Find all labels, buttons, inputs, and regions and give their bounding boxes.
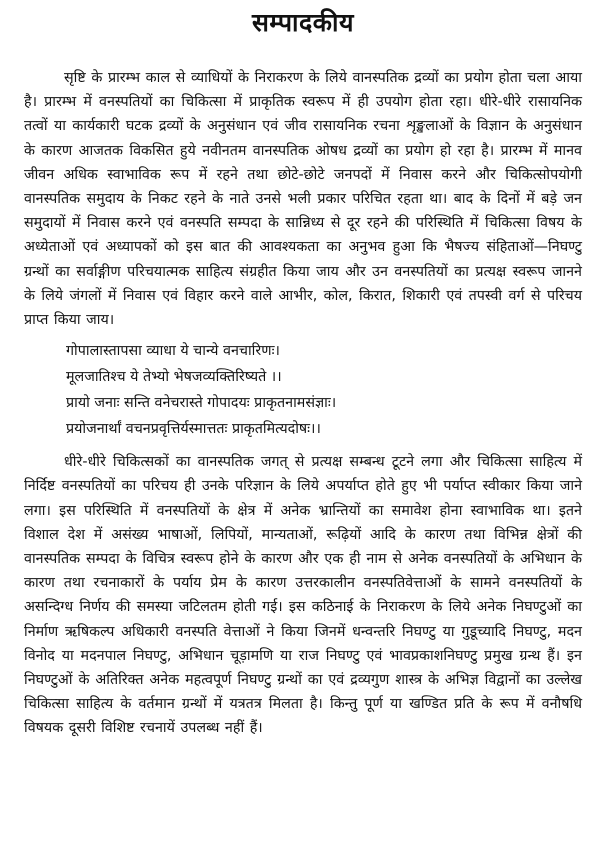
verse-line-2: मूलजातिश्च ये तेभ्यो भेषजव्यक्तिरिष्यते ।। bbox=[66, 369, 282, 386]
page-title: सम्पादकीय bbox=[251, 8, 354, 37]
paragraph-1: सृष्टि के प्रारम्भ काल से व्याधियों के निराकरण के लिये वानस्पतिक द्रव्यों का प्रयोग होता चला आया है। प्रारम्भ में वनस्पतियों का चिकित्सा में प्राकृतिक स्वरूप में ही उपयोग होता रहा। धीरे-धीरे रासायनिक तत्वों या कार्यकारी घटक द्रव्यों के अनुसंधान एवं जीव रासायनिक रचना शृङ्खलाओं के विज्ञान के अनुसंधान के कारण आजतक विकसित हुये नवीनतम वानस्पतिक ओषध द्रव्यों का प्रयोग हो रहा है। प्रारम्भ में मानव जीवन अधिक स्वाभाविक रूप में रहने तथा छोटे-छोटे जनपदों में निवास करने और चिकित्सोपयोगी वानस्पतिक समुदाय के निकट रहने के नाते उनसे भली प्रकार परिचित रहता था। बाद के दिनों में बड़े जन समुदायों में निवास करने एवं वनस्पति सम्पदा के सान्निध्य से दूर रहने की परिस्थिति में चिकित्सा विषय के अध्येताओं एवं अध्यापकों को इस बात की आवश्यकता का अनुभव हुआ कि भैषज्य संहिताओं—निघण्टु ग्रन्थों का सर्वाङ्गीण परिचयात्मक साहित्य संग्रहीत किया जाय और उन वनस्पतियों का प्रत्यक्ष स्वरूप जानने के लिये जंगलों में निवास एवं विहार करने वाले आभीर, कोल, किरात, शिकारी एवं तपस्वी वर्ग से परिचय प्राप्त किया जाय। bbox=[24, 70, 582, 329]
paragraph-2: धीरे-धीरे चिकित्सकों का वानस्पतिक जगत् से प्रत्यक्ष सम्बन्ध टूटने लगा और चिकित्सा साहित्य में निर्दिष्ट वनस्पतियों का परिचय ही उनके परिज्ञान के लिये अपर्याप्त होते हुए भी पर्याप्त स्वीकार किया जाने लगा। इस परिस्थिति में वनस्पतियों के क्षेत्र में अनेक भ्रान्तियों का समावेश होना स्वाभाविक था। इतने विशाल देश में असंख्य भाषाओं, लिपियों, मान्यताओं, रूढ़ियों आदि के कारण तथा विभिन्न क्षेत्रों की वानस्पतिक सम्पदा के विचित्र स्वरूप होने के कारण और एक ही नाम से अनेक वनस्पतियों के अभिधान के कारण तथा रचनाकारों के पर्याय प्रेम के कारण उत्तरकालीन वनस्पतिवेत्ताओं के सामने वनस्पतियों के असन्दिग्ध निर्णय की समस्या जटिलतम होती गई। इस कठिनाई के निराकरण के लिये अनेक निघण्टुओं का निर्माण ऋषिकल्प अधिकारी वनस्पति वेत्ताओं ने किया जिनमें धन्वन्तरि निघण्टु या गुडूच्यादि निघण्टु, मदन विनोद या मदनपाल निघण्टु, अभिधान चूड़ामणि या राज निघण्टु एवं भावप्रकाशनिघण्टु प्रमुख ग्रन्थ हैं। इन निघण्टुओं के अतिरिक्त अनेक महत्वपूर्ण निघण्टु ग्रन्थों का एवं द्रव्यगुण शास्त्र के अभिज्ञ विद्वानों का उल्लेख चिकित्सा साहित्य के वर्तमान ग्रन्थों में यत्रतत्र मिलता है। किन्तु पूर्ण या खण्डित प्रति के रूप में वनौषधि विषयक दूसरी विशिष्ट रचनायें उपलब्ध नहीं हैं। bbox=[24, 454, 582, 737]
verse-line-1: गोपालास्तापसा व्याधा ये चान्ये वनचारिणः। bbox=[66, 343, 280, 360]
verse-line-3: प्रायो जनाः सन्ति वनेचरास्ते गोपादयः प्राकृतनामसंज्ञाः। bbox=[66, 395, 337, 412]
verse-line-4: प्रयोजनार्थां वचनप्रवृत्तिर्यस्मात्ततः प्राकृतमित्यदोषः।। bbox=[66, 421, 321, 438]
sanskrit-verse-block bbox=[66, 338, 582, 442]
